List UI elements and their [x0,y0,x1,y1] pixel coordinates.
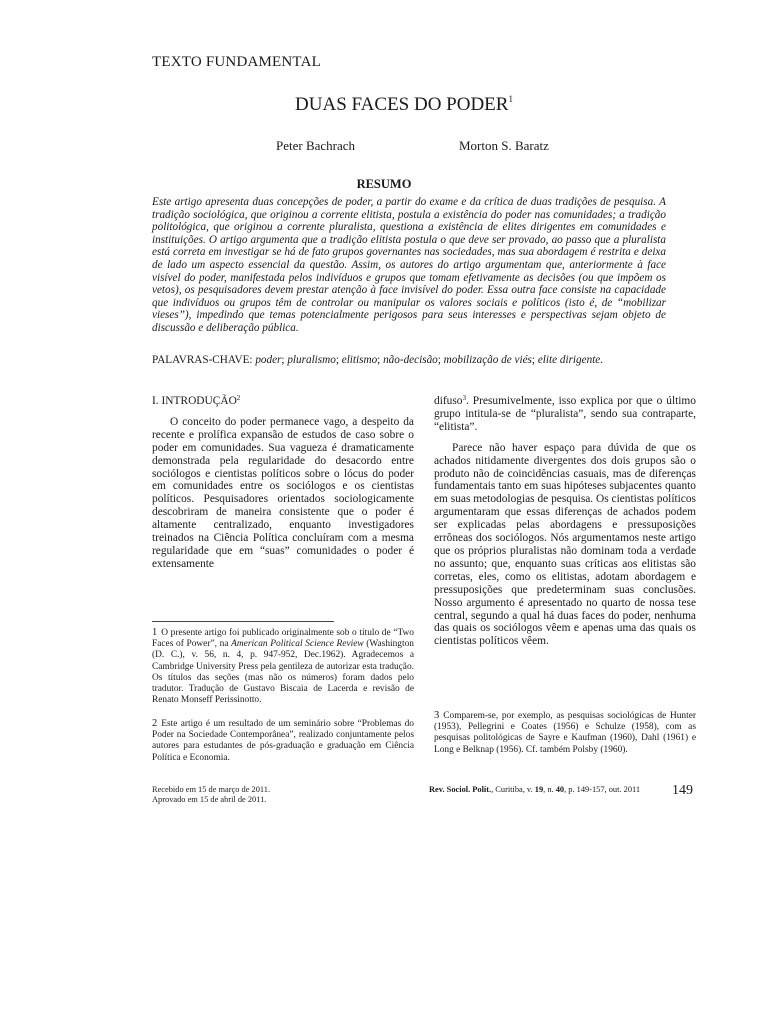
section-label: TEXTO FUNDAMENTAL [152,54,321,70]
received-dates [152,785,270,804]
author-bachrach: Peter Bachrach [276,138,356,153]
article-title [0,94,768,116]
keyword: mobilização de viés [443,354,532,366]
approved-date: Aprovado em 15 de abril de 2011. [152,794,267,804]
keywords: PALAVRAS-CHAVE: poder; pluralismo; elitismo; não-decisão; mobilização de viés; elite dirigente. [152,354,604,366]
title-footnote-marker: 1 [508,94,513,104]
abstract-heading: RESUMO [356,177,412,191]
keyword: poder [255,354,282,366]
left-column [152,392,414,579]
title-text: DUAS FACES DO PODER [295,94,509,115]
keyword: pluralismo [287,354,336,366]
body-paragraph: O conceito do poder permanece vago, a despeito da recente e prolífica expansão de estudos de caso sobre o poder em comunidades. Sua vagueza é dramaticamente demonstrada pela regularidade do desacordo entre sociólogos e cientistas políticos sobre o lócus do poder em comunidades entre os sociólogos e os cientistas políticos. Pesquisadores orientados sociologicamente descobriram de maneira consistente que o poder é altamente centralizado, enquanto investigadores treinados na Ciência Política concluíram com a mesma regularidade que em “suas” comunidades o poder é extensamente [152,415,414,570]
journal-citation: Rev. Sociol. Polít., Curitiba, v. 19, n. 40, p. 149-157, out. 2011 [429,785,641,794]
page-number: 149 [672,783,693,798]
received-date: Recebido em 15 de março de 2011. [152,785,271,794]
keyword: elite dirigente [537,354,601,366]
body-paragraph: difuso$^3$. Presumivelmente, isso explica por que o último grupo intitula-se de “pluralista”, sendo sua contraparte, “elitista”. [434,394,696,433]
abstract-text: Este artigo apresenta duas concepções de poder, a partir do exame e da crítica de duas tradições de pesquisa. A tradição sociológica, que originou a corrente elitista, postula a existência do poder nas comunidades; a tradição politológica, que originou a corrente pluralista, questiona a existência de elites dirigentes em comunidades e instituições. O artigo argumenta que a tradição elitista postula o que deve ser provado, ao passo que a pluralista está correta em investigar se há de fato grupos governantes nas sociedades, mas sua abordagem é restrita e deixa de lado um aspecto essencial da questão. Assim, os autores do artigo argumentam que, anteriormente à face visível do poder, manifestada pelos indivíduos e grupos que tomam efetivamente as decisões (ou que impõem os vetos), os pesquisadores devem prestar atenção à face invisível do poder. Essa outra face consiste na capacidade que indivíduos ou grupos têm de controlar ou manipular os valores sociais e políticos (isto é, de “mobilizar vieses”), impedindo que temas potencialmente perigosos para seus interesses e perspectivas sejam objeto de discussão e deliberação pública. [152,196,666,334]
footnote-3: 3 Comparem-se, por exemplo, as pesquisas sociológicas de Hunter (1953), Pellegrini e Coates (1956) e Schulze (1958), com as pesquisas politológicas de Sayre e Kaufman (1960), Dahl (1961) e Long e Belknap (1956). Cf. também Polsby (1960). [434,710,696,755]
footnote-number: 2 [152,718,158,729]
keywords-label: PALAVRAS-CHAVE: [152,354,253,366]
footnote-1: 1 O presente artigo foi publicado originalmente sob o título de “Two Faces of Power”, na American Political Science Review (Washington (D. C.), v. 56, n. 4, p. 947-952, Dec.1962). Agradecemos a Cambridge University Press pela gentileza de autorizar esta tradução. Os títulos das seções (mas não os números) foram dados pelo tradutor. Tradução de Gustavo Biscaia de Lacerda e revisão de Renato Monseff Perissinotto. [152,627,414,706]
author-baratz: Morton S. Baratz [459,138,549,153]
footnote-divider [152,621,334,622]
right-column [434,392,696,656]
footnote-number: 1 [152,627,158,638]
keyword: não-decisão [383,354,438,366]
section-heading-introduction: I. INTRODUÇÃO$^2$ [152,394,241,407]
body-paragraph: Parece não haver espaço para dúvida de que os achados nitidamente divergentes dos dois grupos são o produto não de coincidências casuais, mas de diferenças fundamentais tanto em suas hipóteses subjacentes quanto em suas metodologias de pesquisa. Os cientistas políticos argumentaram que essas diferenças de achados podem ser explicadas pelas abordagens e pressuposições errôneas dos sociólogos. Nós argumentamos neste artigo que os próprios pluralistas não dominam toda a verdade no assunto; que, enquanto suas críticas aos elitistas são corretas, eles, como os elitistas, adotam abordagem e pressuposições que predeterminam suas conclusões. Nosso argumento é apresentado no quarto de nossa tese central, segundo a qual há duas faces do poder, nenhuma das quais os sociólogos vêem e apenas uma das quais os cientistas políticos vêem. [434,441,696,648]
footnote-2: 2 Este artigo é um resultado de um seminário sobre “Problemas do Poder na Sociedade Contemporânea”, realizado conjuntamente pelos autores para estudantes de pós-graduação e graduação em Ciência Política e Economia. [152,718,414,763]
keyword: elitismo [341,354,378,366]
footnote-number: 3 [434,710,440,721]
footnote-marker: 3 [462,394,466,402]
journal-title: American Political Science Review [231,639,364,650]
footnote-marker: 2 [236,394,241,402]
